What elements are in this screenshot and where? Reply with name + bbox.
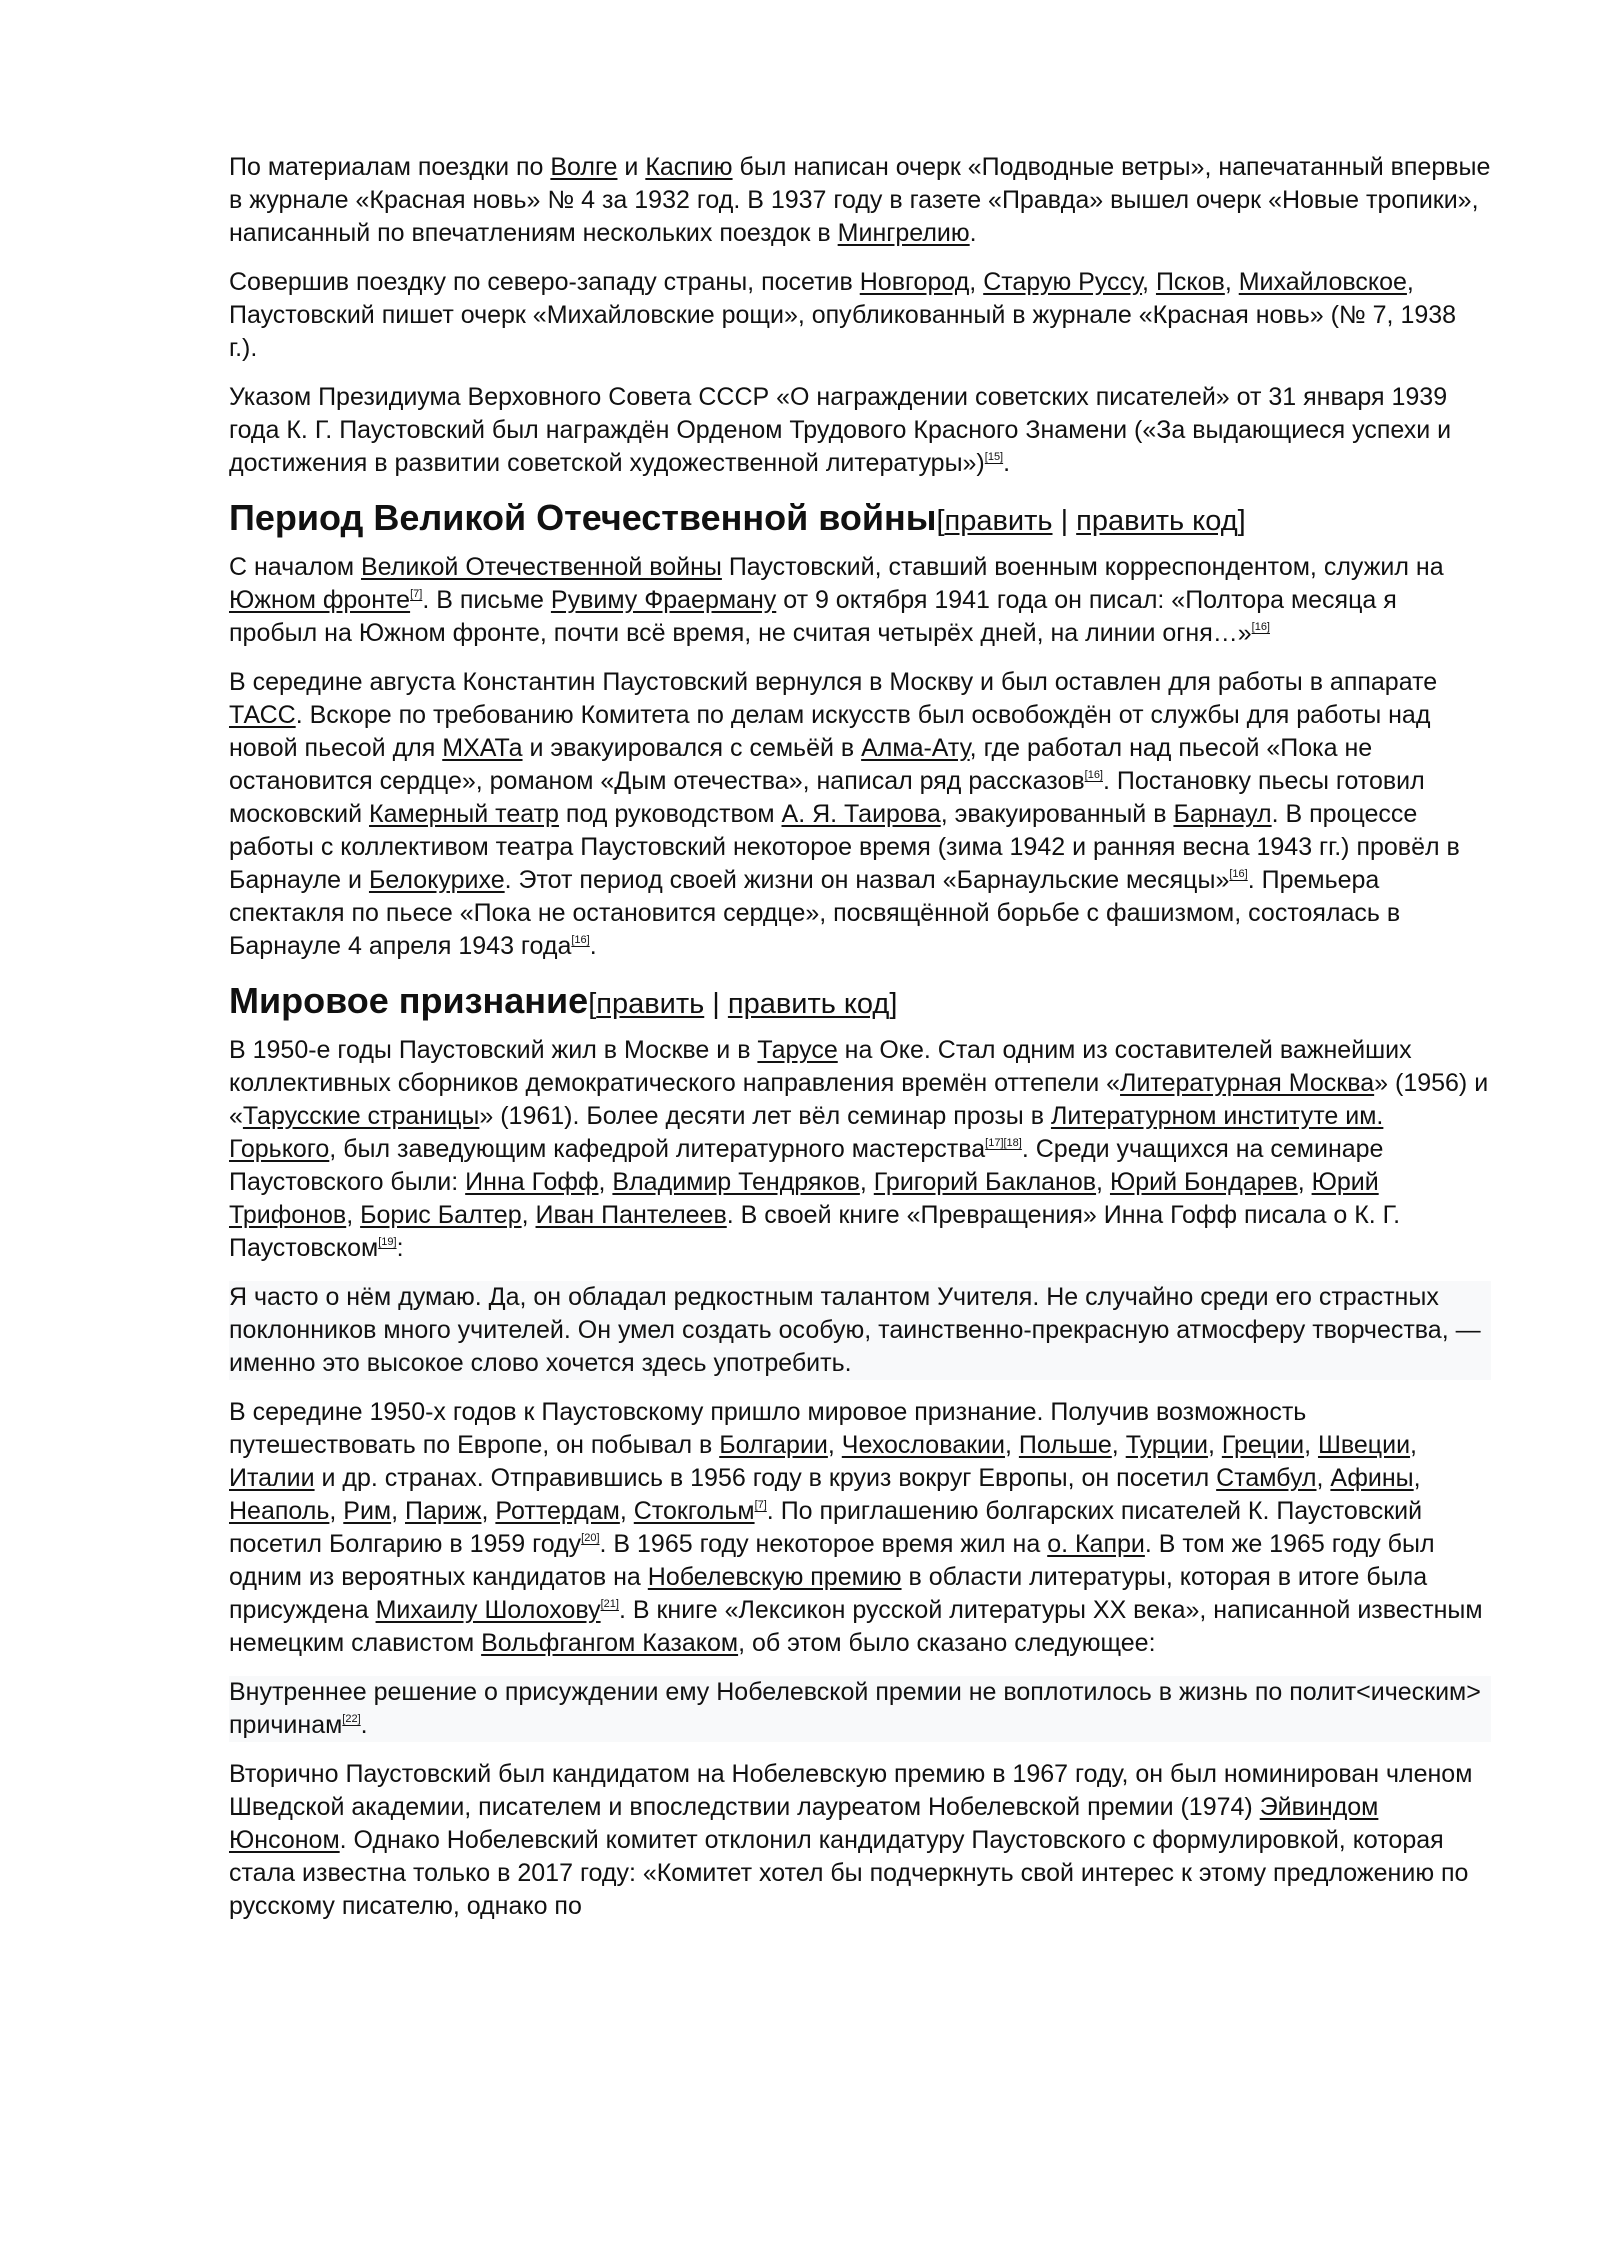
section-heading-war [229,496,1491,543]
wiki-link[interactable]: Тарусские страницы [242,1102,480,1130]
edit-links: [править | править код] [588,988,898,1020]
paragraph-nobel-1967: Вторично Паустовский был кандидатом на Нобелевскую премию в 1967 году, он был номинирован членом Шведской академии, писателем и впоследствии лауреатом Нобелевской премии (1974) Эйвиндом Юнсоном. Однако Нобелевский комитет отклонил кандидатуру Паустовского с формулировкой, которая стала известна только в 2017 году: «Комитет хотел бы подчеркнуть свой интерес к этому предложению по русскому писателю, однако по [229,1760,1473,1920]
wiki-link[interactable]: Чехословакии [841,1431,1005,1459]
wiki-link[interactable]: Каспию [645,153,733,181]
reference-link[interactable]: [19] [378,1236,397,1248]
reference-marker [378,1236,396,1248]
reference-marker [1229,868,1247,880]
wiki-link[interactable]: Польше [1018,1431,1112,1459]
wiki-link[interactable]: Литературном институте им. Горького [229,1102,1384,1163]
wiki-link[interactable]: Рувиму Фраерману [550,586,777,614]
quote-goff: Я часто о нём думаю. Да, он обладал редкостным талантом Учителя. Не случайно среди его страстных поклонников много учителей. Он умел создать особую, таинственно-прекрасную атмосферу творчества, — именно это высокое слово хочется здесь употребить. [229,1281,1491,1380]
paragraph-war-correspondent: С началом Великой Отечественной войны Паустовский, ставший военным корреспондентом, служил на Южном фронте[7]. В письме Рувиму Фраерману от 9 октября 1941 года он писал: «Полтора месяца я пробыл на Южном фронте, почти всё время, не считая четырёх дней, на линии огня…»[16] [229,553,1444,647]
section-title: Период Великой Отечественной войны [229,497,937,538]
edit-code-link[interactable]: править код [727,988,890,1020]
paragraph-europe-travels: В середине 1950-х годов к Паустовскому пришло мировое признание. Получив возможность путешествовать по Европе, он побывал в Болгарии, Чехословакии, Польше, Турции, Греции, Швеции, Италии и др. странах. Отправившись в 1956 году в круиз вокруг Европы, он посетил Стамбул, Афины, Неаполь, Рим, Париж, Роттердам, Стокгольм[7]. По приглашению болгарских писателей К. Паустовский посетил Болгарию в 1959 году[20]. В 1965 году некоторое время жил на о. Капри. В том же 1965 году был одним из вероятных кандидатов на Нобелевскую премию в области литературы, которая в итоге была присуждена Михаилу Шолохову[21]. В книге «Лексикон русской литературы XX века», написанной известным немецким славистом Вольфгангом Казаком, об этом было сказано следующее: [229,1398,1483,1657]
reference-link[interactable]: [16] [1229,868,1248,880]
paragraph-volga-caspian: По материалам поездки по Волге и Каспию был написан очерк «Подводные ветры», напечатанный впервые в журнале «Красная новь» № 4 за 1932 год. В 1937 году в газете «Правда» вышел очерк «Новые тропики», написанный по впечатлениям нескольких поездок в Мингрелию. [229,153,1491,247]
quote-kasack: Внутреннее решение о присуждении ему Нобелевской премии не воплотилось в жизнь по полит<ическим> причинам[22]. [229,1676,1491,1742]
wiki-link[interactable]: о. Капри [1047,1530,1145,1558]
reference-link[interactable]: [7] [754,1499,767,1511]
edit-link[interactable]: править [596,988,705,1020]
reference-link[interactable]: [20] [581,1532,600,1544]
wiki-link[interactable]: Камерный театр [369,800,559,828]
reference-marker [342,1713,360,1725]
wiki-link[interactable]: Рим [343,1497,392,1525]
reference-link[interactable]: [17][18] [985,1137,1022,1149]
wiki-link[interactable]: Греции [1221,1431,1305,1459]
section-title: Мировое признание [229,980,589,1021]
edit-link[interactable]: править [944,505,1053,537]
wiki-link[interactable]: Старую Руссу [983,268,1143,296]
wiki-link[interactable]: Барнаул [1173,800,1272,828]
article-body [229,151,1491,1939]
wiki-link[interactable]: Волге [550,153,618,181]
reference-link[interactable]: [16] [571,934,590,946]
wiki-link[interactable]: Юрий Бондарев [1109,1168,1298,1196]
edit-code-link[interactable]: править код [1076,505,1238,537]
wiki-link[interactable]: Псков [1155,268,1225,296]
wiki-link[interactable]: Юрий Трифонов [229,1168,1379,1229]
wiki-link[interactable]: Иван Пантелеев [535,1201,727,1229]
wiki-link[interactable]: Тарусе [757,1036,838,1064]
reference-link[interactable]: [15] [984,451,1004,463]
wiki-link[interactable]: Григорий Бакланов [873,1168,1097,1196]
wiki-link[interactable]: Нобелевскую премию [647,1563,902,1591]
wiki-link[interactable]: Инна Гофф [465,1168,599,1196]
reference-marker [571,934,589,946]
reference-marker [581,1532,599,1544]
reference-marker [1252,621,1270,633]
reference-link[interactable]: [16] [1251,621,1270,633]
wiki-link[interactable]: Стамбул [1216,1464,1317,1492]
wiki-link[interactable]: Париж [405,1497,482,1525]
wiki-link[interactable]: Афины [1330,1464,1414,1492]
wiki-link[interactable]: Новгород [859,268,970,296]
wiki-link[interactable]: Владимир Тендряков [612,1168,860,1196]
reference-marker [601,1598,619,1610]
wiki-link[interactable]: ТАСС [229,701,296,729]
wiki-link[interactable]: Борис Балтер [360,1201,522,1229]
wiki-link[interactable]: Южном фронте [229,586,411,614]
wiki-link[interactable]: А. Я. Таирова [781,800,941,828]
reference-marker [1085,769,1103,781]
wiki-link[interactable]: Италии [229,1464,315,1492]
wiki-link[interactable]: МХАТа [442,734,523,762]
reference-link[interactable]: [22] [342,1713,361,1725]
reference-link[interactable]: [7] [410,588,423,600]
section-heading-world-recognition [229,979,1491,1026]
paragraph-1950s-moscow: В 1950-е годы Паустовский жил в Москве и в Тарусе на Оке. Стал одним из составителей важнейших коллективных сборников демократического направления времён оттепели «Литературная Москва» (1956) и «Тарусские страницы» (1961). Более десяти лет вёл семинар прозы в Литературном институте им. Горького, был заведующим кафедрой литературного мастерства[17][18]. Среди учащихся на семинаре Паустовского были: Инна Гофф, Владимир Тендряков, Григорий Бакланов, Юрий Бондарев, Юрий Трифонов, Борис Балтер, Иван Пантелеев. В своей книге «Превращения» Инна Гофф писала о К. Г. Паустовском[19]: [229,1036,1489,1262]
reference-marker [985,451,1003,463]
wiki-link[interactable]: Великой Отечественной войны [361,553,722,581]
paragraph-evacuation: В середине августа Константин Паустовский вернулся в Москву и был оставлен для работы в аппарате ТАСС. Вскоре по требованию Комитета по делам искусств был освобождён от службы для работы над новой пьесой для МХАТа и эвакуировался с семьёй в Алма-Ату, где работал над пьесой «Пока не остановится сердце», романом «Дым отечества», написал ряд рассказов[16]. Постановку пьесы готовил московский Камерный театр под руководством А. Я. Таирова, эвакуированный в Барнаул. В процессе работы с коллективом театра Паустовский некоторое время (зима 1942 и ранняя весна 1943 гг.) провёл в Барнауле и Белокурихе. Этот период своей жизни он назвал «Барнаульские месяцы»[16]. Премьера спектакля по пьесе «Пока не остановится сердце», посвящённой борьбе с фашизмом, состоялась в Барнауле 4 апреля 1943 года[16]. [229,668,1460,960]
wiki-link[interactable]: Мингрелию [837,219,970,247]
reference-marker [985,1137,1022,1149]
paragraph-northwest-trip: Совершив поездку по северо-западу страны, посетив Новгород, Старую Руссу, Псков, Михайловское, Паустовский пишет очерк «Михайловские рощи», опубликованный в журнале «Красная новь» (№ 7, 1938 г.). [229,268,1457,362]
reference-marker [755,1499,767,1511]
wiki-link[interactable]: Белокурихе [368,866,505,894]
wiki-link[interactable]: Турции [1125,1431,1208,1459]
wiki-link[interactable]: Вольфгангом Казаком [481,1629,739,1657]
wiki-link[interactable]: Литературная Москва [1120,1069,1375,1097]
wiki-link[interactable]: Болгарии [719,1431,828,1459]
paragraph-award-1939: Указом Президиума Верховного Совета СССР «О награждении советских писателей» от 31 января 1939 года К. Г. Паустовский был награждён Орденом Трудового Красного Знамени («За выдающиеся успехи и достижения в развитии советской художественной литературы»)[15]. [229,383,1452,477]
wiki-link[interactable]: Эйвиндом Юнсоном [229,1793,1379,1854]
reference-link[interactable]: [21] [600,1598,619,1610]
wiki-link[interactable]: Алма-Ату [861,734,970,762]
reference-link[interactable]: [16] [1084,769,1103,781]
reference-marker [410,588,422,600]
wiki-link[interactable]: Роттердам [495,1497,620,1525]
wiki-link[interactable]: Михаилу Шолохову [375,1596,601,1624]
wiki-link[interactable]: Михайловское [1238,268,1407,296]
wiki-link[interactable]: Швеции [1317,1431,1411,1459]
wiki-link[interactable]: Неаполь [229,1497,330,1525]
edit-links: [править | править код] [936,505,1246,537]
wiki-link[interactable]: Стокгольм [633,1497,755,1525]
